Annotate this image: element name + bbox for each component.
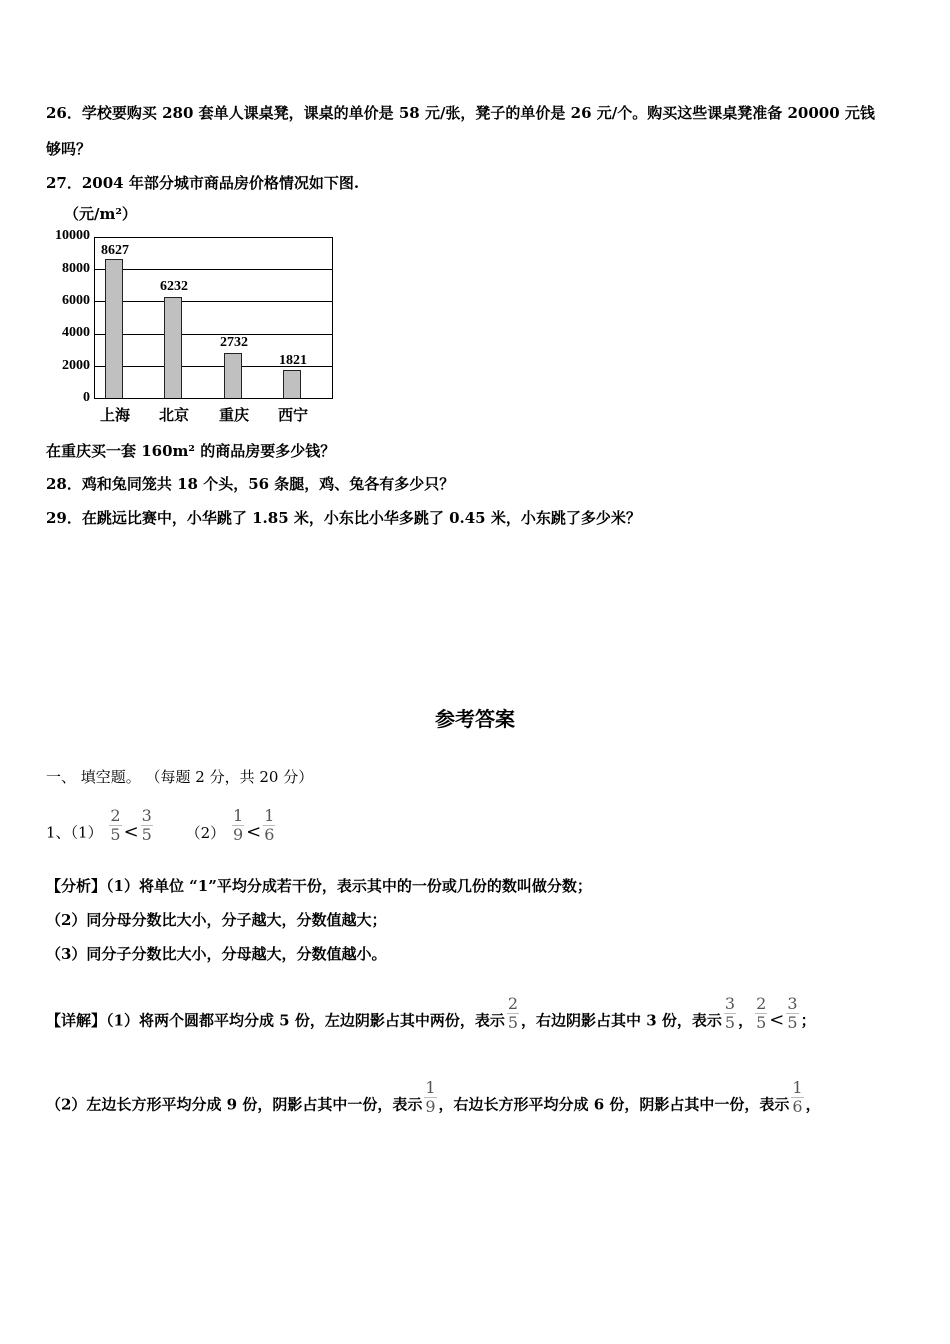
bar-value-label: 2732 <box>220 335 248 350</box>
bar-shanghai <box>105 259 123 398</box>
gridline <box>95 269 332 270</box>
answer-1-part2-prefix: （2） <box>185 823 226 842</box>
less-than: < <box>246 821 262 843</box>
answer-1 <box>46 806 277 852</box>
x-label: 上海 <box>99 406 130 424</box>
y-axis-unit: （元/m²） <box>64 205 137 223</box>
bar-xining <box>283 370 301 398</box>
less-than: < <box>123 821 139 843</box>
y-tick: 8000 <box>62 261 90 276</box>
question-29: 29．在跳远比赛中，小华跳了 1.85 米，小东比小华多跳了 0.45 米，小东跳了多少米？ <box>46 509 641 527</box>
fraction-3-5: $\frac{3}{5}$ <box>724 994 736 1032</box>
y-tick: 10000 <box>55 228 90 243</box>
bar-chongqing <box>224 353 242 398</box>
bar-value-label: 8627 <box>101 243 129 258</box>
question-26-line2: 够吗？ <box>46 140 92 158</box>
section-1-heading: 一、 填空题。 （每题 2 分，共 20 分） <box>46 768 314 786</box>
x-label: 北京 <box>158 406 189 424</box>
y-tick: 0 <box>83 390 90 405</box>
bar-value-label: 6232 <box>160 279 188 294</box>
y-tick: 4000 <box>62 325 90 340</box>
question-27-ask: 在重庆买一套 160m² 的商品房要多少钱？ <box>46 442 336 460</box>
question-26-line1: 26．学校要购买 280 套单人课桌凳，课桌的单价是 58 元/张，凳子的单价是 26 元/个。购买这些课桌凳准备 20000 元钱 <box>46 104 875 122</box>
analysis-line-2: （2）同分母分数比大小，分子越大，分数值越大； <box>46 911 387 929</box>
detail-line-2: （2）左边长方形平均分成 9 份，阴影占其中一份，表示 $\frac{1}{9}$ ，右边长方形平均分成 6 份，阴影占其中一份，表示 $\frac{1}{6}$ ， <box>46 1078 821 1116</box>
fraction-1-9: $\frac{1}{9}$ <box>425 1078 436 1116</box>
price-bar-chart <box>40 200 350 430</box>
gridline <box>95 301 332 302</box>
detail-line-1: 【详解】（1）将两个圆都平均分成 5 份，左边阴影占其中两份，表示 $\frac{2}{5}$ ，右边阴影占其中 3 份，表示 $\frac{3}{5}$ ， $\frac{2}{5}$ < $\frac{3}{5}$ ； <box>46 994 816 1032</box>
fraction-1-6: $\frac{1}{6}$ <box>264 806 275 844</box>
x-label: 西宁 <box>277 406 308 424</box>
fraction-3-5: $\frac{3}{5}$ <box>787 994 798 1032</box>
fraction-2-5: $\frac{2}{5}$ <box>110 806 121 844</box>
y-tick: 2000 <box>62 358 90 373</box>
answer-1-prefix: 1、（1） <box>46 823 103 842</box>
less-than: < <box>769 1009 785 1031</box>
fraction-3-5: $\frac{3}{5}$ <box>141 806 152 844</box>
analysis-line-3: （3）同分子分数比大小，分母越大，分数值越小。 <box>46 945 387 963</box>
answer-key-title: 参考答案 <box>435 707 515 731</box>
y-tick: 6000 <box>62 293 90 308</box>
bar-value-label: 1821 <box>279 353 307 368</box>
analysis-line-1: 【分析】（1）将单位 “1”平均分成若干份，表示其中的一份或几份的数叫做分数； <box>46 877 592 895</box>
question-27-intro: 27．2004 年部分城市商品房价格情况如下图. <box>46 174 360 192</box>
plot-area <box>94 237 333 399</box>
fraction-2-5: $\frac{2}{5}$ <box>507 994 519 1032</box>
fraction-2-5: $\frac{2}{5}$ <box>756 994 767 1032</box>
fraction-1-6: $\frac{1}{6}$ <box>792 1078 803 1116</box>
bar-beijing <box>164 297 182 398</box>
fraction-1-9: $\frac{1}{9}$ <box>232 806 244 844</box>
x-label: 重庆 <box>218 406 249 424</box>
question-28: 28．鸡和兔同笼共 18 个头，56 条腿，鸡、兔各有多少只？ <box>46 475 455 493</box>
